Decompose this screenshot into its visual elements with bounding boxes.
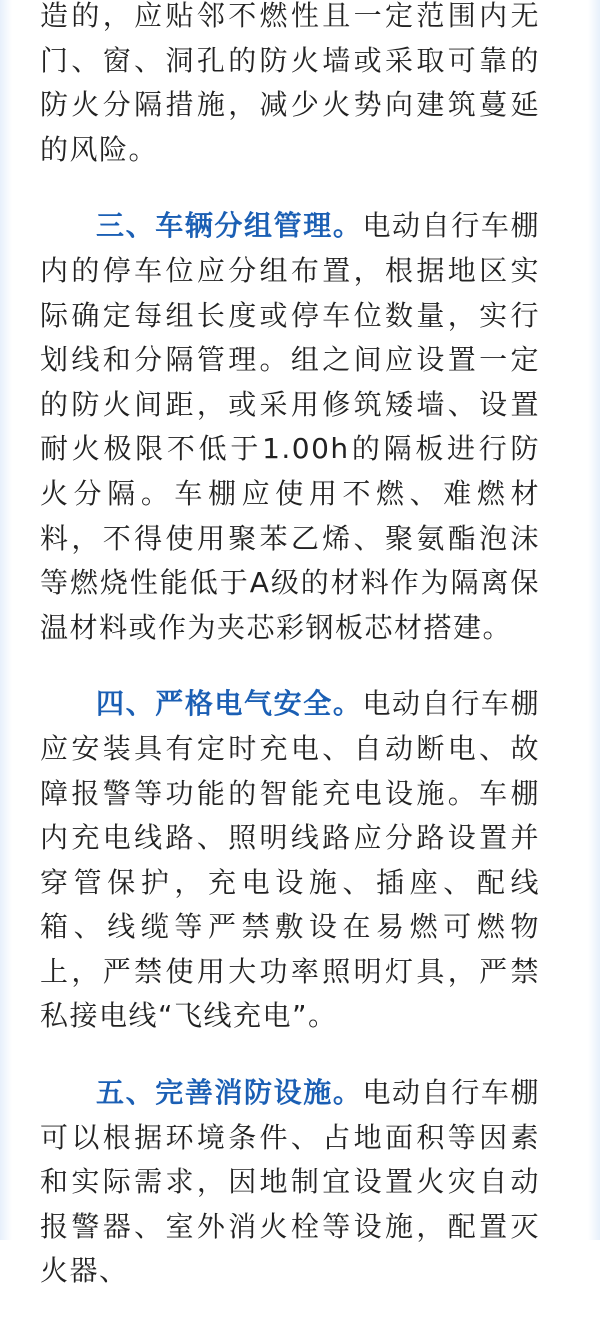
paragraph-body: 电动自行车棚内的停车位应分组布置，根据地区实际确定每组长度或停车位数量，实行划线和分隔管理。组之间应设置一定的防火间距，或采用修筑矮墙、设置耐火极限不低于1.00h的隔板进行防火分隔。车棚应使用不燃、难燃材料，不得使用聚苯乙烯、聚氨酯泡沫等燃烧性能低于A级的材料作为隔离保温材料或作为夹芯彩钢板芯材搭建。 — [40, 209, 540, 644]
article-content — [40, 0, 540, 1326]
section-heading-fire-facilities: 五、完善消防设施。 — [96, 1076, 363, 1110]
paragraph-electrical-safety — [40, 682, 540, 1039]
page-edge-right — [588, 0, 600, 1240]
paragraph-vehicle-grouping — [40, 204, 540, 650]
paragraph-fire-facilities — [40, 1071, 540, 1294]
section-heading-vehicle-grouping: 三、车辆分组管理。 — [96, 209, 363, 243]
paragraph-fire-separation — [40, 0, 540, 172]
paragraph-body: 电动自行车棚可以根据环境条件、占地面积等因素和实际需求，因地制宜设置火灾自动报警器、室外消火栓等设施，配置灭火器、 — [40, 1076, 540, 1288]
page-edge-left — [0, 0, 12, 1240]
paragraph-body: 电动自行车棚应安装具有定时充电、自动断电、故障报警等功能的智能充电设施。车棚内充电线路、照明线路应分路设置并穿管保护，充电设施、插座、配线箱、线缆等严禁敷设在易燃可燃物上，严禁使用大功率照明灯具，严禁私接电线“飞线充电”。 — [40, 687, 540, 1033]
section-heading-electrical-safety: 四、严格电气安全。 — [96, 687, 363, 721]
paragraph-body: 造的，应贴邻不燃性且一定范围内无门、窗、洞孔的防火墙或采取可靠的防火分隔措施，减少火势向建筑蔓延的风险。 — [40, 0, 540, 166]
